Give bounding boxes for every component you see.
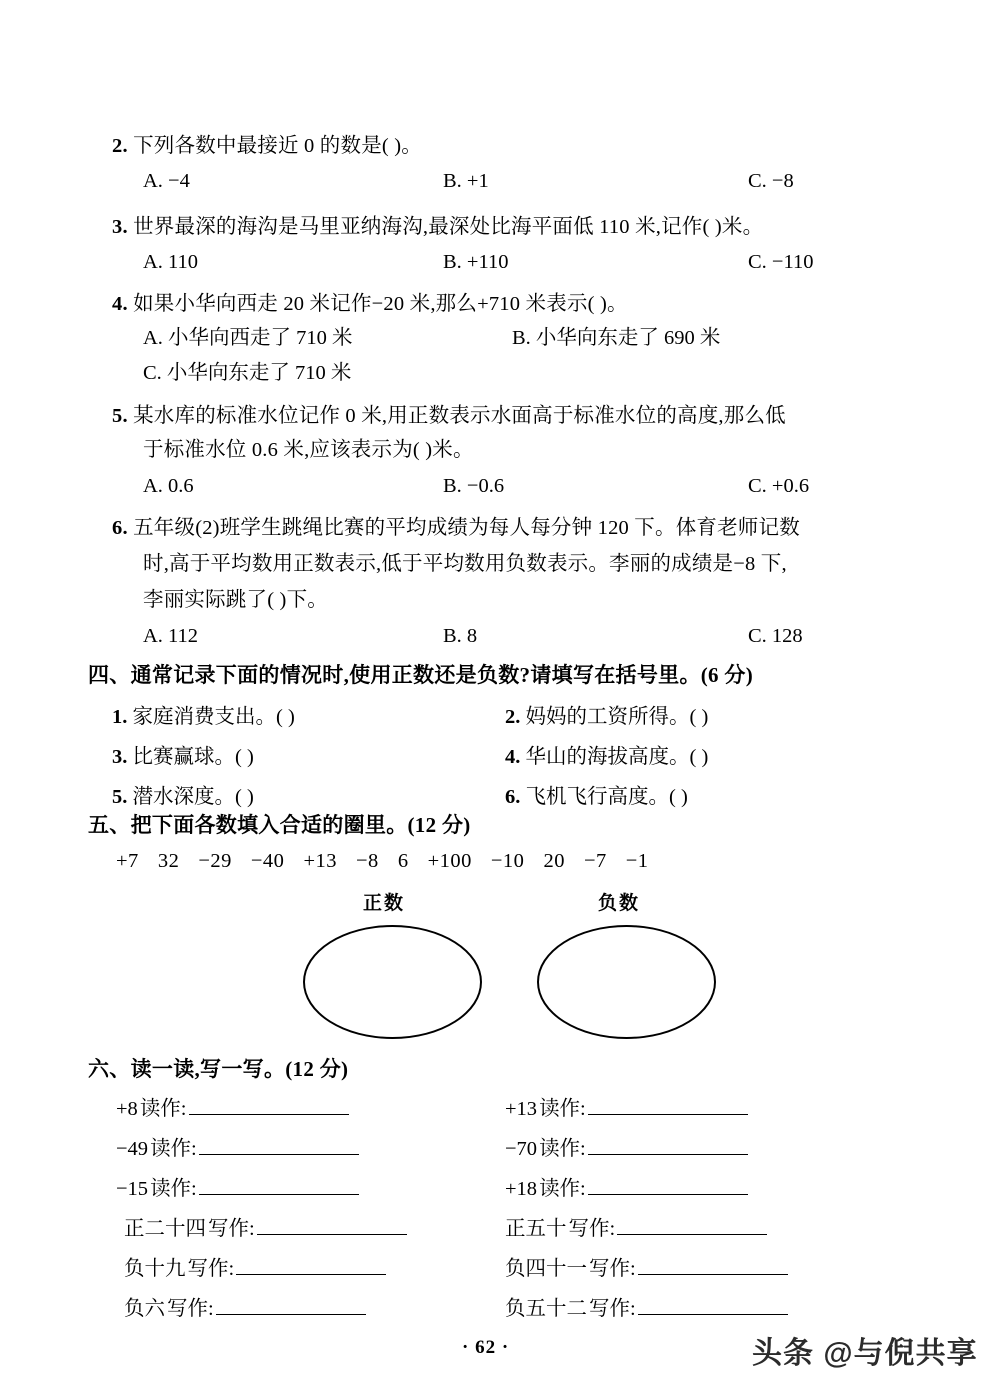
question-5-number: 5.	[112, 405, 128, 427]
write-row-left-1-verb: 写作:	[208, 1218, 255, 1240]
read-row-right-3-verb: 读作:	[539, 1178, 586, 1200]
question-4-number: 4.	[112, 293, 128, 315]
read-row-right-1-blank[interactable]	[588, 1093, 748, 1115]
section-four-item-5-text[interactable]: 潜水深度。( )	[132, 786, 254, 808]
read-row-right-1-value: +13	[505, 1098, 538, 1120]
question-3	[112, 209, 763, 246]
question-6-line-3: 李丽实际跳了( )下。	[143, 589, 328, 611]
write-row-right-3-value: 负五十二	[505, 1298, 587, 1320]
write-row-right-1	[505, 1212, 767, 1246]
write-row-right-3	[505, 1292, 788, 1326]
question-3-text: 世界最深的海沟是马里亚纳海沟,最深处比海平面低 110 米,记作( )米。	[133, 216, 764, 238]
section-four-item-3	[112, 740, 254, 774]
write-row-right-2	[505, 1252, 788, 1286]
section-four-heading: 四、通常记录下面的情况时,使用正数还是负数?请填写在括号里。(6 分)	[88, 663, 753, 687]
number-item: −29	[198, 850, 232, 872]
number-item: 20	[543, 850, 565, 872]
section-four-item-1	[112, 700, 295, 734]
section-four-item-3-text[interactable]: 比赛赢球。( )	[132, 746, 254, 768]
question-6	[112, 510, 800, 547]
question-4	[112, 286, 628, 323]
question-2-option-a[interactable]: A. −4	[143, 170, 190, 192]
section-four-item-1-text[interactable]: 家庭消费支出。( )	[132, 706, 295, 728]
question-5-option-a[interactable]: A. 0.6	[143, 475, 194, 497]
write-row-left-1-blank[interactable]	[257, 1213, 407, 1235]
positive-numbers-circle[interactable]	[303, 925, 482, 1039]
read-row-left-1-blank[interactable]	[189, 1093, 349, 1115]
number-item: −10	[490, 850, 525, 872]
write-row-left-3-value: 负六	[124, 1298, 165, 1320]
write-row-right-1-value: 正五十	[505, 1218, 567, 1240]
section-four-item-4	[505, 740, 708, 774]
section-four-item-2	[505, 700, 708, 734]
question-2-text: 下列各数中最接近 0 的数是( )。	[133, 135, 422, 157]
question-6-option-b[interactable]: B. 8	[443, 625, 478, 647]
question-3-option-b[interactable]: B. +110	[443, 251, 509, 273]
positive-circle-label: 正数	[363, 893, 406, 914]
read-row-right-3-blank[interactable]	[588, 1173, 748, 1195]
section-four-item-4-text[interactable]: 华山的海拔高度。( )	[525, 746, 709, 768]
write-row-right-2-blank[interactable]	[638, 1253, 788, 1275]
write-row-right-2-verb: 写作:	[589, 1258, 636, 1280]
write-row-left-2-value: 负十九	[124, 1258, 186, 1280]
read-row-left-1	[116, 1092, 349, 1126]
write-row-left-3	[124, 1292, 366, 1326]
number-item: −8	[356, 850, 379, 872]
write-row-left-1	[124, 1212, 407, 1246]
number-item: +13	[303, 850, 337, 872]
question-2-option-b[interactable]: B. +1	[443, 170, 489, 192]
read-row-right-1	[505, 1092, 748, 1126]
question-5-option-c[interactable]: C. +0.6	[748, 475, 810, 497]
section-five-number-list	[116, 850, 668, 873]
read-row-right-2	[505, 1132, 748, 1166]
section-four-item-4-number: 4.	[505, 746, 521, 768]
read-row-left-2	[116, 1132, 359, 1166]
section-four-item-3-number: 3.	[112, 746, 128, 768]
write-row-left-3-blank[interactable]	[216, 1293, 366, 1315]
question-4-option-c[interactable]: C. 小华向东走了 710 米	[143, 362, 352, 384]
number-item: 6	[397, 850, 409, 872]
write-row-right-2-value: 负四十一	[505, 1258, 587, 1280]
write-row-right-1-verb: 写作:	[568, 1218, 616, 1240]
write-row-left-3-verb: 写作:	[167, 1298, 214, 1320]
question-6-number: 6.	[112, 517, 128, 539]
read-row-left-3	[116, 1172, 359, 1206]
question-3-option-c[interactable]: C. −110	[748, 251, 814, 273]
number-item: −7	[583, 850, 607, 872]
write-row-right-1-blank[interactable]	[617, 1213, 767, 1235]
section-four-item-6-text[interactable]: 飞机飞行高度。( )	[525, 786, 688, 808]
question-2-option-c[interactable]: C. −8	[748, 170, 794, 192]
section-four-item-5-number: 5.	[112, 786, 128, 808]
question-5-line-2: 于标准水位 0.6 米,应该表示为( )米。	[143, 439, 474, 461]
question-4-option-a[interactable]: A. 小华向西走了 710 米	[143, 327, 353, 349]
number-item: 32	[157, 850, 180, 872]
read-row-left-1-value: +8	[116, 1098, 138, 1120]
read-row-left-3-value: −15	[116, 1178, 149, 1200]
question-4-text: 如果小华向西走 20 米记作−20 米,那么+710 米表示( )。	[133, 293, 628, 315]
question-5-text-line-1: 某水库的标准水位记作 0 米,用正数表示水面高于标准水位的高度,那么低	[133, 405, 786, 427]
write-row-right-3-blank[interactable]	[638, 1293, 788, 1315]
write-row-left-2-verb: 写作:	[187, 1258, 235, 1280]
read-row-left-2-blank[interactable]	[199, 1133, 359, 1155]
number-item: −40	[250, 850, 285, 872]
question-6-line-2: 时,高于平均数用正数表示,低于平均数用负数表示。李丽的成绩是−8 下,	[143, 553, 787, 575]
question-3-number: 3.	[112, 216, 128, 238]
question-2	[112, 128, 422, 165]
section-six-heading: 六、读一读,写一写。(12 分)	[88, 1057, 349, 1081]
write-row-left-2-blank[interactable]	[236, 1253, 386, 1275]
section-four-item-6-number: 6.	[505, 786, 521, 808]
read-row-right-2-blank[interactable]	[588, 1133, 748, 1155]
question-4-option-b[interactable]: B. 小华向东走了 690 米	[512, 327, 721, 349]
negative-numbers-circle[interactable]	[537, 925, 716, 1039]
read-row-left-2-verb: 读作:	[150, 1138, 197, 1160]
question-6-option-a[interactable]: A. 112	[143, 625, 199, 647]
section-five-heading: 五、把下面各数填入合适的圈里。(12 分)	[88, 813, 471, 837]
write-row-right-3-verb: 写作:	[589, 1298, 636, 1320]
question-6-text-line-1: 五年级(2)班学生跳绳比赛的平均成绩为每人每分钟 120 下。体育老师记数	[133, 517, 800, 539]
section-four-item-6	[505, 780, 688, 814]
question-2-number: 2.	[112, 135, 128, 157]
write-row-left-2	[124, 1252, 386, 1286]
read-row-right-2-value: −70	[505, 1138, 538, 1160]
read-row-left-3-blank[interactable]	[199, 1173, 359, 1195]
question-5	[112, 398, 786, 435]
read-row-right-2-verb: 读作:	[539, 1138, 586, 1160]
write-row-left-1-value: 正二十四	[124, 1218, 206, 1240]
section-four-item-2-text[interactable]: 妈妈的工资所得。( )	[525, 706, 709, 728]
negative-circle-label: 负数	[598, 893, 641, 914]
read-row-left-3-verb: 读作:	[150, 1178, 197, 1200]
read-row-left-2-value: −49	[116, 1138, 149, 1160]
number-item: +7	[116, 850, 139, 872]
page-number: · 62 ·	[462, 1337, 510, 1358]
question-5-option-b[interactable]: B. −0.6	[443, 475, 505, 497]
read-row-left-1-verb: 读作:	[139, 1098, 187, 1120]
read-row-right-3	[505, 1172, 748, 1206]
section-four-item-2-number: 2.	[505, 706, 521, 728]
number-item: −1	[625, 850, 649, 872]
number-item: +100	[427, 850, 472, 872]
watermark-text: 头条 @与倪共享	[752, 1337, 978, 1370]
section-four-item-1-number: 1.	[112, 706, 128, 728]
question-3-option-a[interactable]: A. 110	[143, 251, 199, 273]
read-row-right-3-value: +18	[505, 1178, 538, 1200]
question-6-option-c[interactable]: C. 128	[748, 625, 803, 647]
read-row-right-1-verb: 读作:	[539, 1098, 586, 1120]
